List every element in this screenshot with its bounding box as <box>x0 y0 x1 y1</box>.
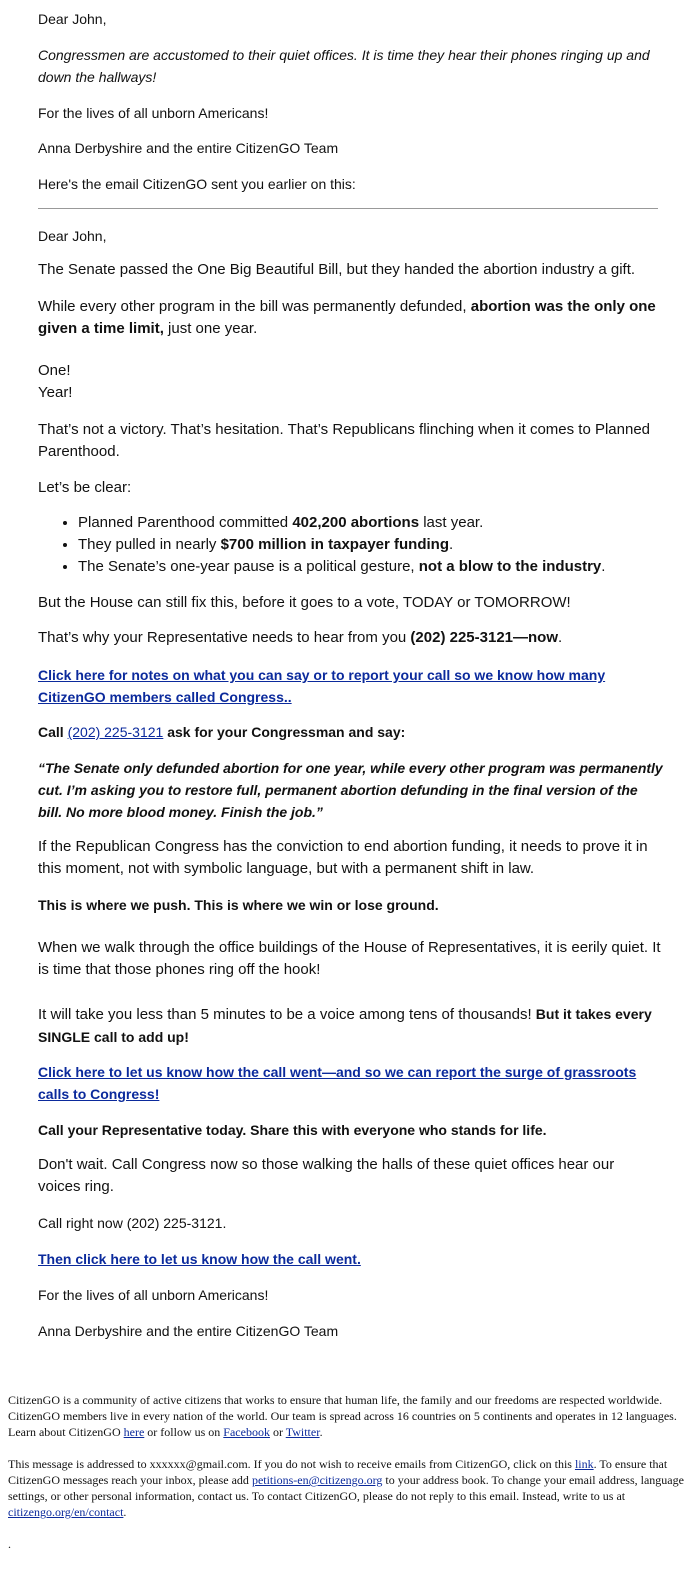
phone-link[interactable]: (202) 225-3121 <box>67 724 164 740</box>
footer <box>8 1392 688 1552</box>
paragraph-call-now: That’s why your Representative needs to hear from you (202) 225-3121—now. <box>38 629 563 646</box>
paragraph-lets-be-clear: Let’s be clear: <box>38 479 132 496</box>
intro-italic-message: Congressmen are accustomed to their quiet offices. It is time they hear their phones ringing up and down the hallways! <box>38 47 650 85</box>
paragraph-dont-wait: Don't wait. Call Congress now so those walking the halls of these quiet offices hear our voices ring. <box>38 1156 615 1195</box>
unsubscribe-link[interactable]: link <box>574 1457 594 1471</box>
body-closing: For the lives of all unborn Americans! <box>38 1287 269 1303</box>
body-signature: Anna Derbyshire and the entire CitizenGO Team <box>38 1323 339 1339</box>
paragraph-conviction: If the Republican Congress has the conviction to end abortion funding, it needs to prove it in this moment, not with symbolic language, but with a permanent shift in law. <box>38 838 648 877</box>
call-went-link[interactable]: Then click here to let us know how the call went. <box>38 1251 361 1267</box>
paragraph-five-minutes: It will take you less than 5 minutes to be a voice among tens of thousands! But it takes every SINGLE call to add up! <box>38 1006 652 1045</box>
paragraph-push: This is where we push. This is where we win or lose ground. <box>38 897 439 913</box>
footer-about: CitizenGO is a community of active citizens that works to ensure that human life, the family and our freedoms are respected worldwide. CitizenGO members live in every nation of the world. Our team is spread across 16 countries on 5 continents and operates in 12 languages. Learn about CitizenGO here or follow us on Facebook or Twitter. <box>8 1393 677 1439</box>
footer-dot: . <box>8 1537 11 1551</box>
paragraph-house-can-fix: But the House can still fix this, before it goes to a vote, TODAY or TOMORROW! <box>38 594 571 611</box>
facebook-link[interactable]: Facebook <box>223 1425 270 1439</box>
footer-notice: This message is addressed to xxxxxx@gmail.com. If you do not wish to receive emails from CitizenGO, click on this link. To ensure that CitizenGO messages reach your inbox, please add petitions-en@citizengo.org to your address book. To change your email address, language settings, or other personal information, contact us. To contact CitizenGO, please do not reply to this email. Instead, write to us at citizengo.org/en/contact. <box>8 1457 684 1519</box>
contact-link[interactable]: citizengo.org/en/contact <box>8 1505 124 1519</box>
paragraph-time-limit: While every other program in the bill was permanently defunded, abortion was the only one given a time limit, just one year. <box>38 298 656 337</box>
intro-greeting: Dear John, <box>38 11 107 27</box>
facts-list <box>38 512 663 578</box>
petitions-email-link[interactable]: petitions-en@citizengo.org <box>251 1473 383 1487</box>
body-greeting: Dear John, <box>38 228 107 244</box>
text-one: One! <box>38 362 71 379</box>
text-year: Year! <box>38 384 73 401</box>
twitter-link[interactable]: Twitter <box>285 1425 320 1439</box>
paragraph-eerily-quiet: When we walk through the office buildings of the House of Representatives, it is eerily quiet. It is time that those phones ring off the hook! <box>38 939 661 978</box>
earlier-email-note: Here's the email CitizenGO sent you earlier on this: <box>38 176 356 192</box>
paragraph-hesitation: That’s not a victory. That’s hesitation. That’s Republicans flinching when it comes to Planned Parenthood. <box>38 421 651 460</box>
list-item: • The Senate’s one-year pause is a political gesture, not a blow to the industry. <box>78 556 663 578</box>
learn-here-link[interactable]: here <box>123 1425 145 1439</box>
list-item: • Planned Parenthood committed 402,200 abortions last year. <box>78 512 663 534</box>
report-call-link[interactable]: Click here to let us know how the call went—and so we can report the surge of grassroots calls to Congress! <box>38 1064 637 1102</box>
call-notes-link[interactable]: Click here for notes on what you can say or to report your call so we know how many CitizenGO members called Congress.. <box>38 667 606 705</box>
paragraph-senate-passed: The Senate passed the One Big Beautiful Bill, but they handed the abortion industry a gift. <box>38 261 636 278</box>
list-item: • They pulled in nearly $700 million in taxpayer funding. <box>78 534 663 556</box>
intro-signature: Anna Derbyshire and the entire CitizenGO Team <box>38 140 339 156</box>
intro-closing: For the lives of all unborn Americans! <box>38 105 269 121</box>
script-quote: “The Senate only defunded abortion for one year, while every other program was permanently cut. I’m asking you to restore full, permanent abortion defunding in the final version of the bill. No more blood money. Finish the job.” <box>38 760 663 820</box>
call-instruction: Call (202) 225-3121 ask for your Congressman and say: <box>38 724 406 740</box>
divider <box>38 208 658 209</box>
paragraph-share: Call your Representative today. Share this with everyone who stands for life. <box>38 1122 547 1138</box>
paragraph-call-right-now: Call right now (202) 225-3121. <box>38 1215 227 1231</box>
